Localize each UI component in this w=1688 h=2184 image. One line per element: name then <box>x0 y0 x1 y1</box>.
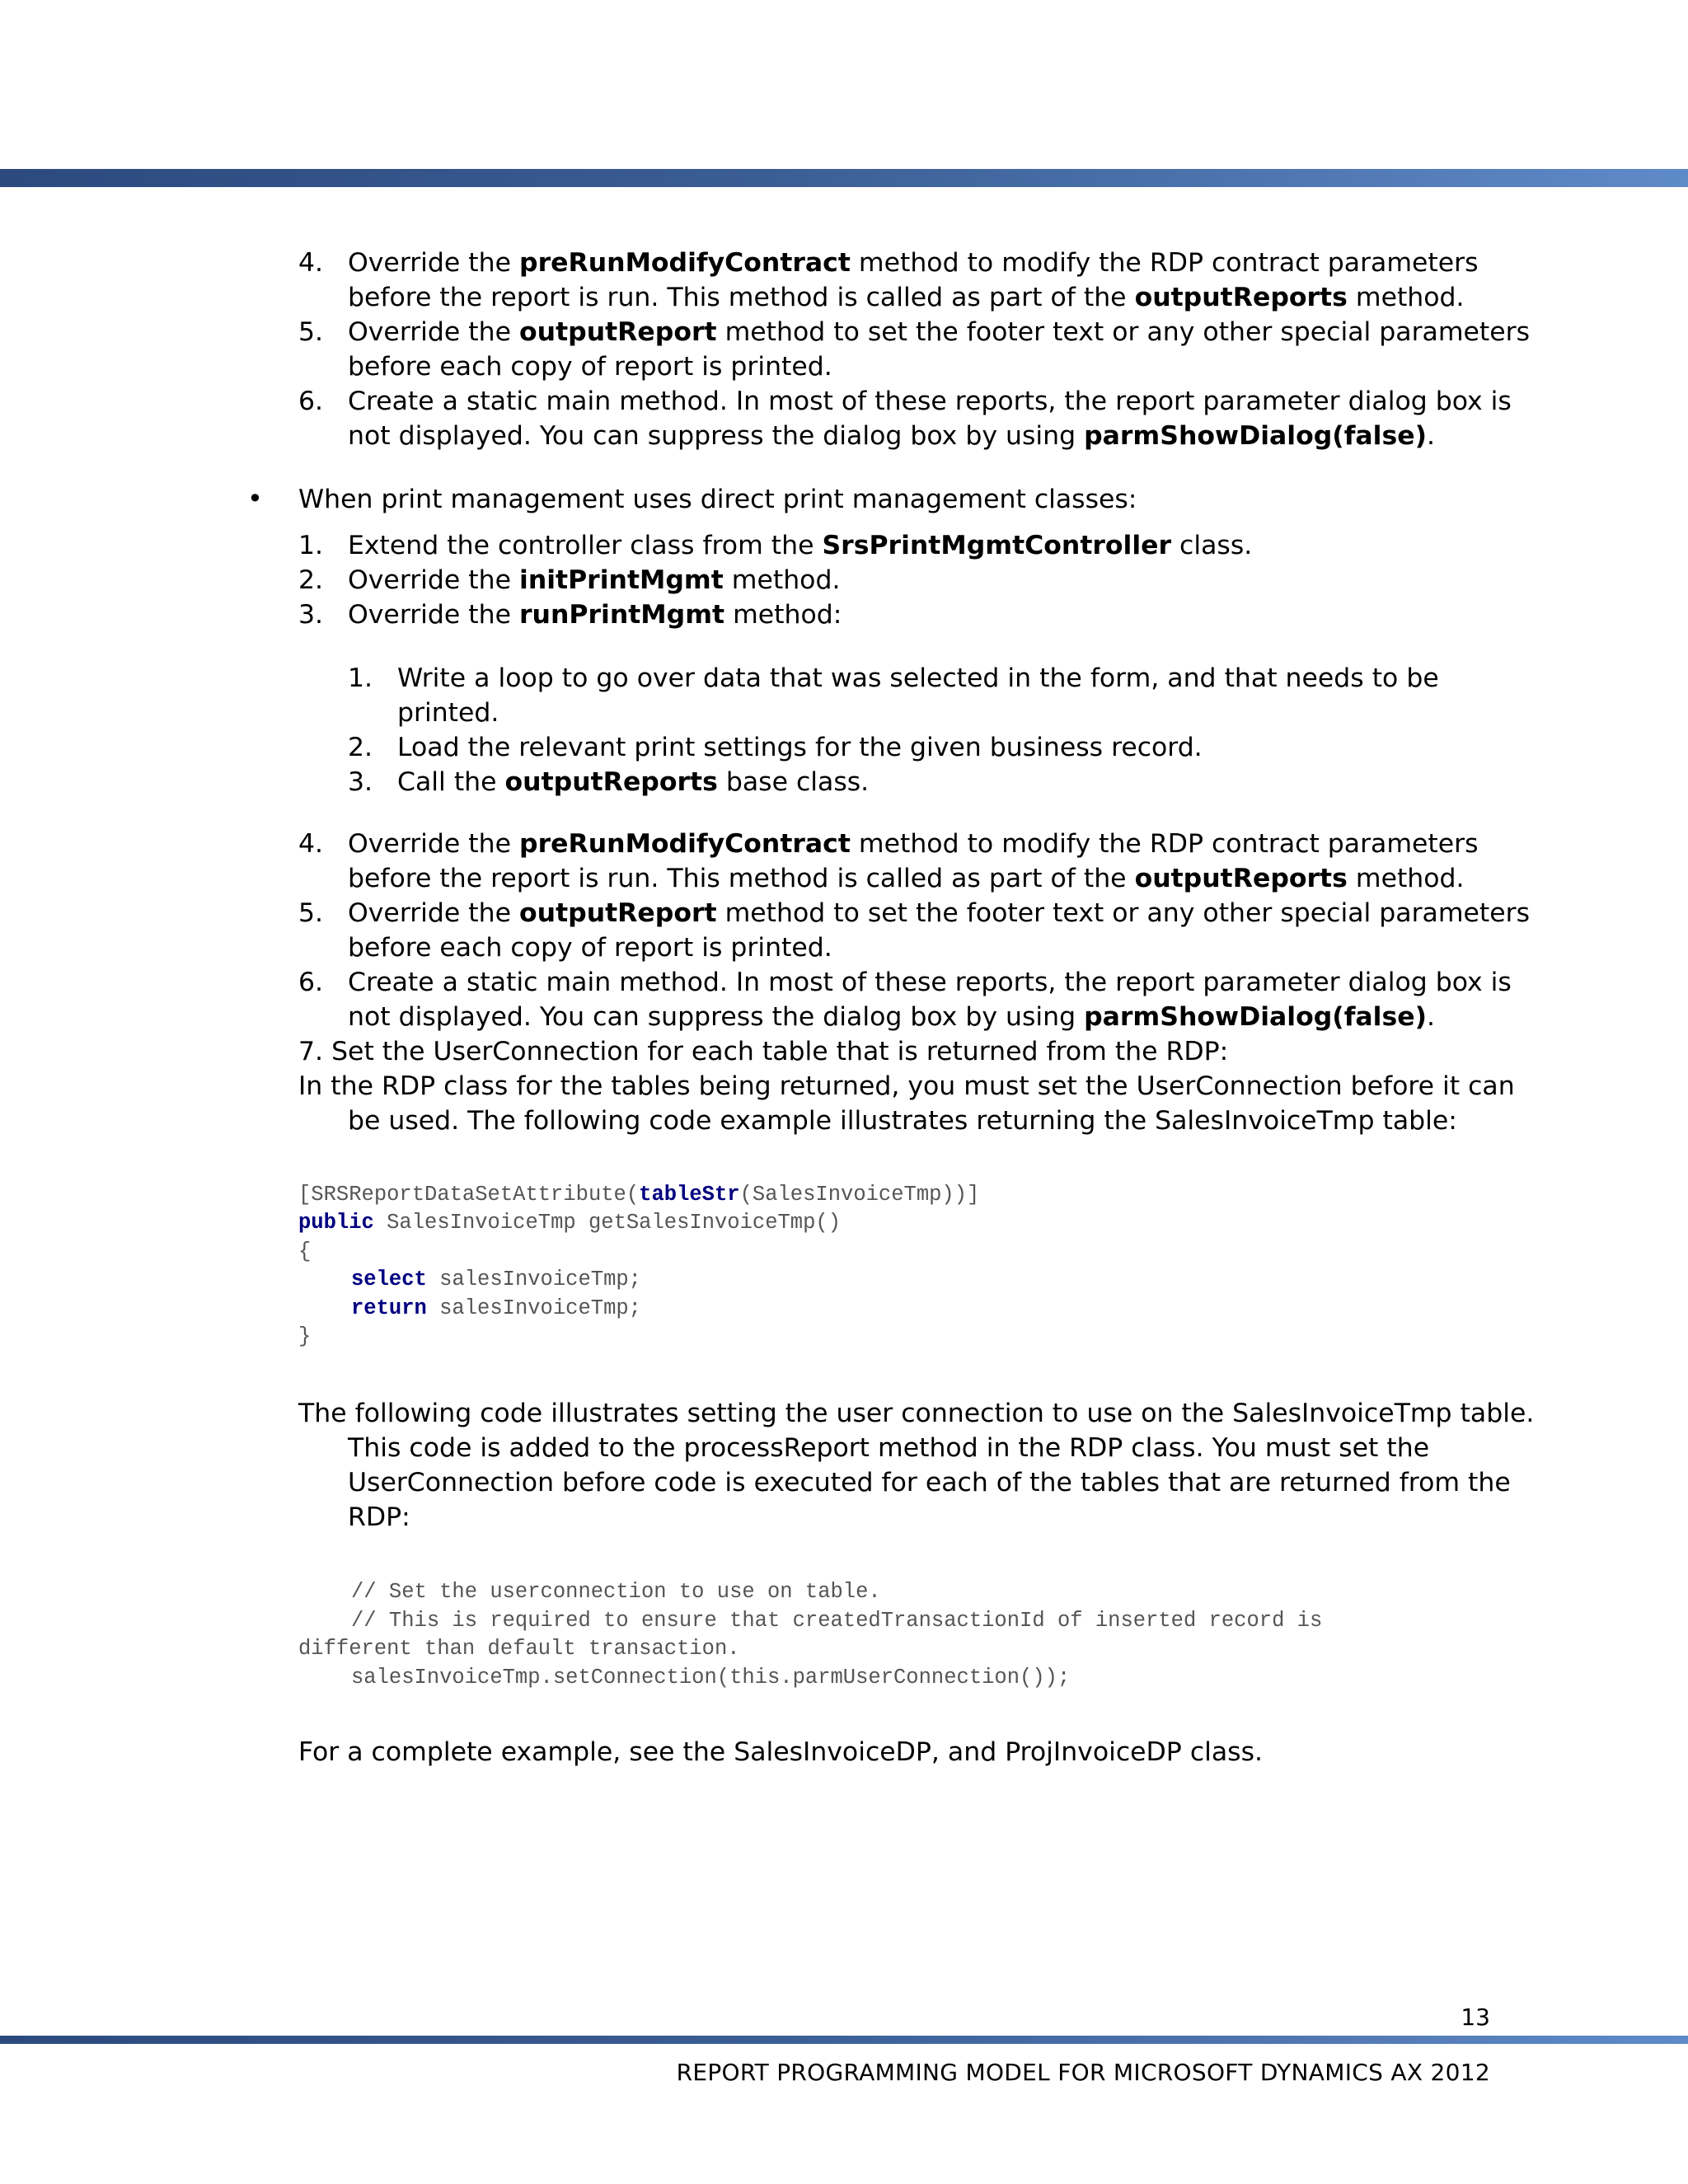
list-item-text: Override the preRunModifyContract method to modify the RDP contract parameters <box>348 829 1479 859</box>
explanation-paragraph: The following code illustrates setting the user connection to use on the SalesInvoiceTmp table. <box>298 1399 1535 1428</box>
sublist-number: 2. <box>348 733 373 762</box>
sublist-item-text: Call the outputReports base class. <box>397 767 870 797</box>
sublist-item-text: Load the relevant print settings for the given business record. <box>397 733 1203 762</box>
footer-title: REPORT PROGRAMMING MODEL FOR MICROSOFT DYNAMICS AX 2012 <box>676 2059 1490 2086</box>
bullet-text: When print management uses direct print management classes: <box>298 485 1137 514</box>
code-comment: different than default transaction. <box>298 1637 740 1661</box>
bullet-icon: • <box>247 483 263 514</box>
explanation-paragraph: This code is added to the processReport method in the RDP class. You must set the <box>348 1433 1430 1463</box>
list-item-text: not displayed. You can suppress the dialog box by using parmShowDialog(false). <box>348 1002 1435 1032</box>
list-item-text: Override the initPrintMgmt method. <box>348 565 841 595</box>
list-number: 1. <box>298 531 324 560</box>
explanation-paragraph: UserConnection before code is executed for each of the tables that are returned from the <box>348 1468 1511 1497</box>
header-rule <box>0 169 1688 187</box>
list-number: 4. <box>298 248 324 278</box>
list-item-text: Override the outputReport method to set the footer text or any other special parameters <box>348 898 1530 928</box>
list-number: 6. <box>298 968 324 997</box>
list-item-text: not displayed. You can suppress the dialog box by using parmShowDialog(false). <box>348 421 1435 451</box>
code-comment: // This is required to ensure that createdTransactionId of inserted record is <box>351 1609 1323 1633</box>
closing-paragraph: For a complete example, see the SalesInvoiceDP, and ProjInvoiceDP class. <box>298 1737 1264 1767</box>
rdp-paragraph: be used. The following code example illustrates returning the SalesInvoiceTmp table: <box>348 1106 1457 1136</box>
footer-rule <box>0 2036 1688 2044</box>
code-line: { <box>298 1240 312 1263</box>
code-line: return salesInvoiceTmp; <box>351 1296 641 1320</box>
list-number: 4. <box>298 829 324 859</box>
code-comment: // Set the userconnection to use on table. <box>351 1580 881 1604</box>
page-number: 13 <box>1461 2004 1490 2031</box>
rdp-paragraph: In the RDP class for the tables being returned, you must set the UserConnection before it can <box>298 1071 1515 1101</box>
list-item-text: Override the runPrintMgmt method: <box>348 600 842 630</box>
list-item-text: Override the outputReport method to set the footer text or any other special parameters <box>348 317 1530 347</box>
code-line: select salesInvoiceTmp; <box>351 1268 641 1291</box>
list-number: 2. <box>298 565 324 595</box>
step-seven-text: 7. Set the UserConnection for each table that is returned from the RDP: <box>298 1037 1229 1066</box>
code-line: salesInvoiceTmp.setConnection(this.parmUserConnection()); <box>351 1666 1071 1690</box>
list-item-text: Create a static main method. In most of these reports, the report parameter dialog box is <box>348 387 1512 416</box>
list-item-text: before the report is run. This method is called as part of the outputReports method. <box>348 283 1465 312</box>
list-item-text: Override the preRunModifyContract method to modify the RDP contract parameters <box>348 248 1479 278</box>
list-item-text: Create a static main method. In most of these reports, the report parameter dialog box is <box>348 968 1512 997</box>
list-number: 6. <box>298 387 324 416</box>
code-line: [SRSReportDataSetAttribute(tableStr(SalesInvoiceTmp))] <box>298 1183 980 1207</box>
sublist-item-text: printed. <box>397 698 499 728</box>
list-item-text: before each copy of report is printed. <box>348 352 832 382</box>
list-number: 5. <box>298 317 324 347</box>
sublist-number: 1. <box>348 663 373 693</box>
list-item-text: before each copy of report is printed. <box>348 933 832 963</box>
list-number: 5. <box>298 898 324 928</box>
sublist-number: 3. <box>348 767 373 797</box>
code-line: public SalesInvoiceTmp getSalesInvoiceTmp() <box>298 1211 842 1235</box>
sublist-item-text: Write a loop to go over data that was selected in the form, and that needs to be <box>397 663 1439 693</box>
code-line: } <box>298 1324 312 1348</box>
list-item-text: Extend the controller class from the SrsPrintMgmtController class. <box>348 531 1253 560</box>
explanation-paragraph: RDP: <box>348 1502 410 1532</box>
list-number: 3. <box>298 600 324 630</box>
list-item-text: before the report is run. This method is called as part of the outputReports method. <box>348 864 1465 893</box>
